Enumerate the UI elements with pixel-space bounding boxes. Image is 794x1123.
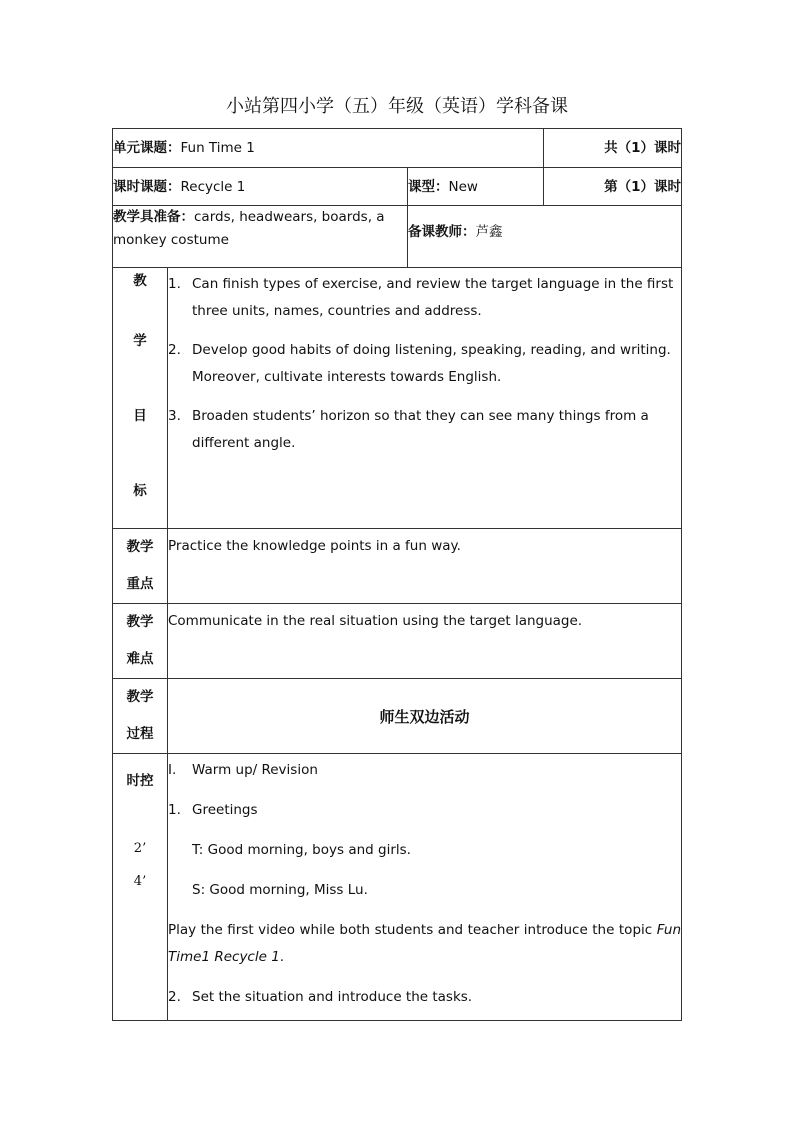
time-mark: 2’ bbox=[133, 841, 147, 856]
process-label: 教学 过程 bbox=[113, 679, 168, 754]
timeline-label-cell bbox=[113, 754, 168, 1021]
teacher-value: 芦鑫 bbox=[475, 224, 503, 240]
section-heading: I. Warm up/ Revision bbox=[168, 762, 318, 778]
teacher-label: 备课教师： bbox=[408, 224, 476, 240]
difficulties-text: Communicate in the real situation using the target language. bbox=[168, 604, 682, 679]
lesson-value: Recycle 1 bbox=[180, 179, 246, 195]
materials-cell bbox=[113, 206, 408, 268]
total-lessons: 共（1）课时 bbox=[544, 129, 682, 168]
lesson-row bbox=[113, 168, 682, 206]
materials-value: cards, headwears, boards, a monkey costume bbox=[113, 209, 385, 248]
type-cell bbox=[408, 168, 544, 206]
teacher-line: T: Good morning, boys and girls. bbox=[192, 842, 411, 858]
difficulties-row bbox=[113, 604, 682, 679]
video-paragraph: Play the first video while both students and teacher introduce the topic Fun Time1 Recycle 1. bbox=[168, 922, 682, 965]
step-greetings: 1. Greetings bbox=[168, 802, 258, 818]
key-points-text: Practice the knowledge points in a fun way. bbox=[168, 529, 682, 604]
time-mark: 4’ bbox=[133, 874, 147, 889]
objective-item: 1. Can finish types of exercise, and review the target language in the first three units, names, countries and address. bbox=[168, 276, 674, 319]
lesson-number: 第（1）课时 bbox=[544, 168, 682, 206]
lesson-cell bbox=[113, 168, 408, 206]
type-label: 课型： bbox=[408, 179, 449, 195]
topic-title: Fun Time1 Recycle 1 bbox=[168, 922, 682, 965]
materials-label: 教学具准备： bbox=[113, 209, 194, 225]
objectives-list bbox=[168, 268, 682, 529]
lesson-label: 课时课题： bbox=[113, 179, 181, 195]
unit-label: 单元课题： bbox=[113, 140, 181, 156]
unit-row bbox=[113, 129, 682, 168]
unit-cell bbox=[113, 129, 544, 168]
difficulties-label: 教学 难点 bbox=[113, 604, 168, 679]
teacher-cell bbox=[408, 206, 682, 268]
student-line: S: Good morning, Miss Lu. bbox=[192, 882, 368, 898]
unit-value: Fun Time 1 bbox=[180, 140, 255, 156]
key-points-label: 教学 重点 bbox=[113, 529, 168, 604]
objective-item: 3. Broaden students’ horizon so that they can see many things from a different angle. bbox=[168, 408, 649, 451]
key-points-row bbox=[113, 529, 682, 604]
objectives-label: 教 学 目 标 bbox=[113, 268, 168, 529]
activities-cell bbox=[168, 754, 682, 1021]
type-value: New bbox=[448, 179, 478, 195]
page-title: 小站第四小学（五）年级（英语）学科备课 bbox=[226, 96, 568, 117]
materials-row bbox=[113, 206, 682, 268]
objective-item: 2. Develop good habits of doing listening, speaking, reading, and writing. Moreover, cultivate interests towards English. bbox=[168, 342, 671, 385]
process-row bbox=[113, 679, 682, 754]
objectives-row bbox=[113, 268, 682, 529]
timeline-row bbox=[113, 754, 682, 1021]
time-control-label: 时控 bbox=[126, 773, 154, 789]
step-situation: 2. Set the situation and introduce the tasks. bbox=[168, 988, 473, 1005]
process-heading: 师生双边活动 bbox=[168, 679, 682, 754]
lesson-plan-table bbox=[112, 128, 682, 1021]
